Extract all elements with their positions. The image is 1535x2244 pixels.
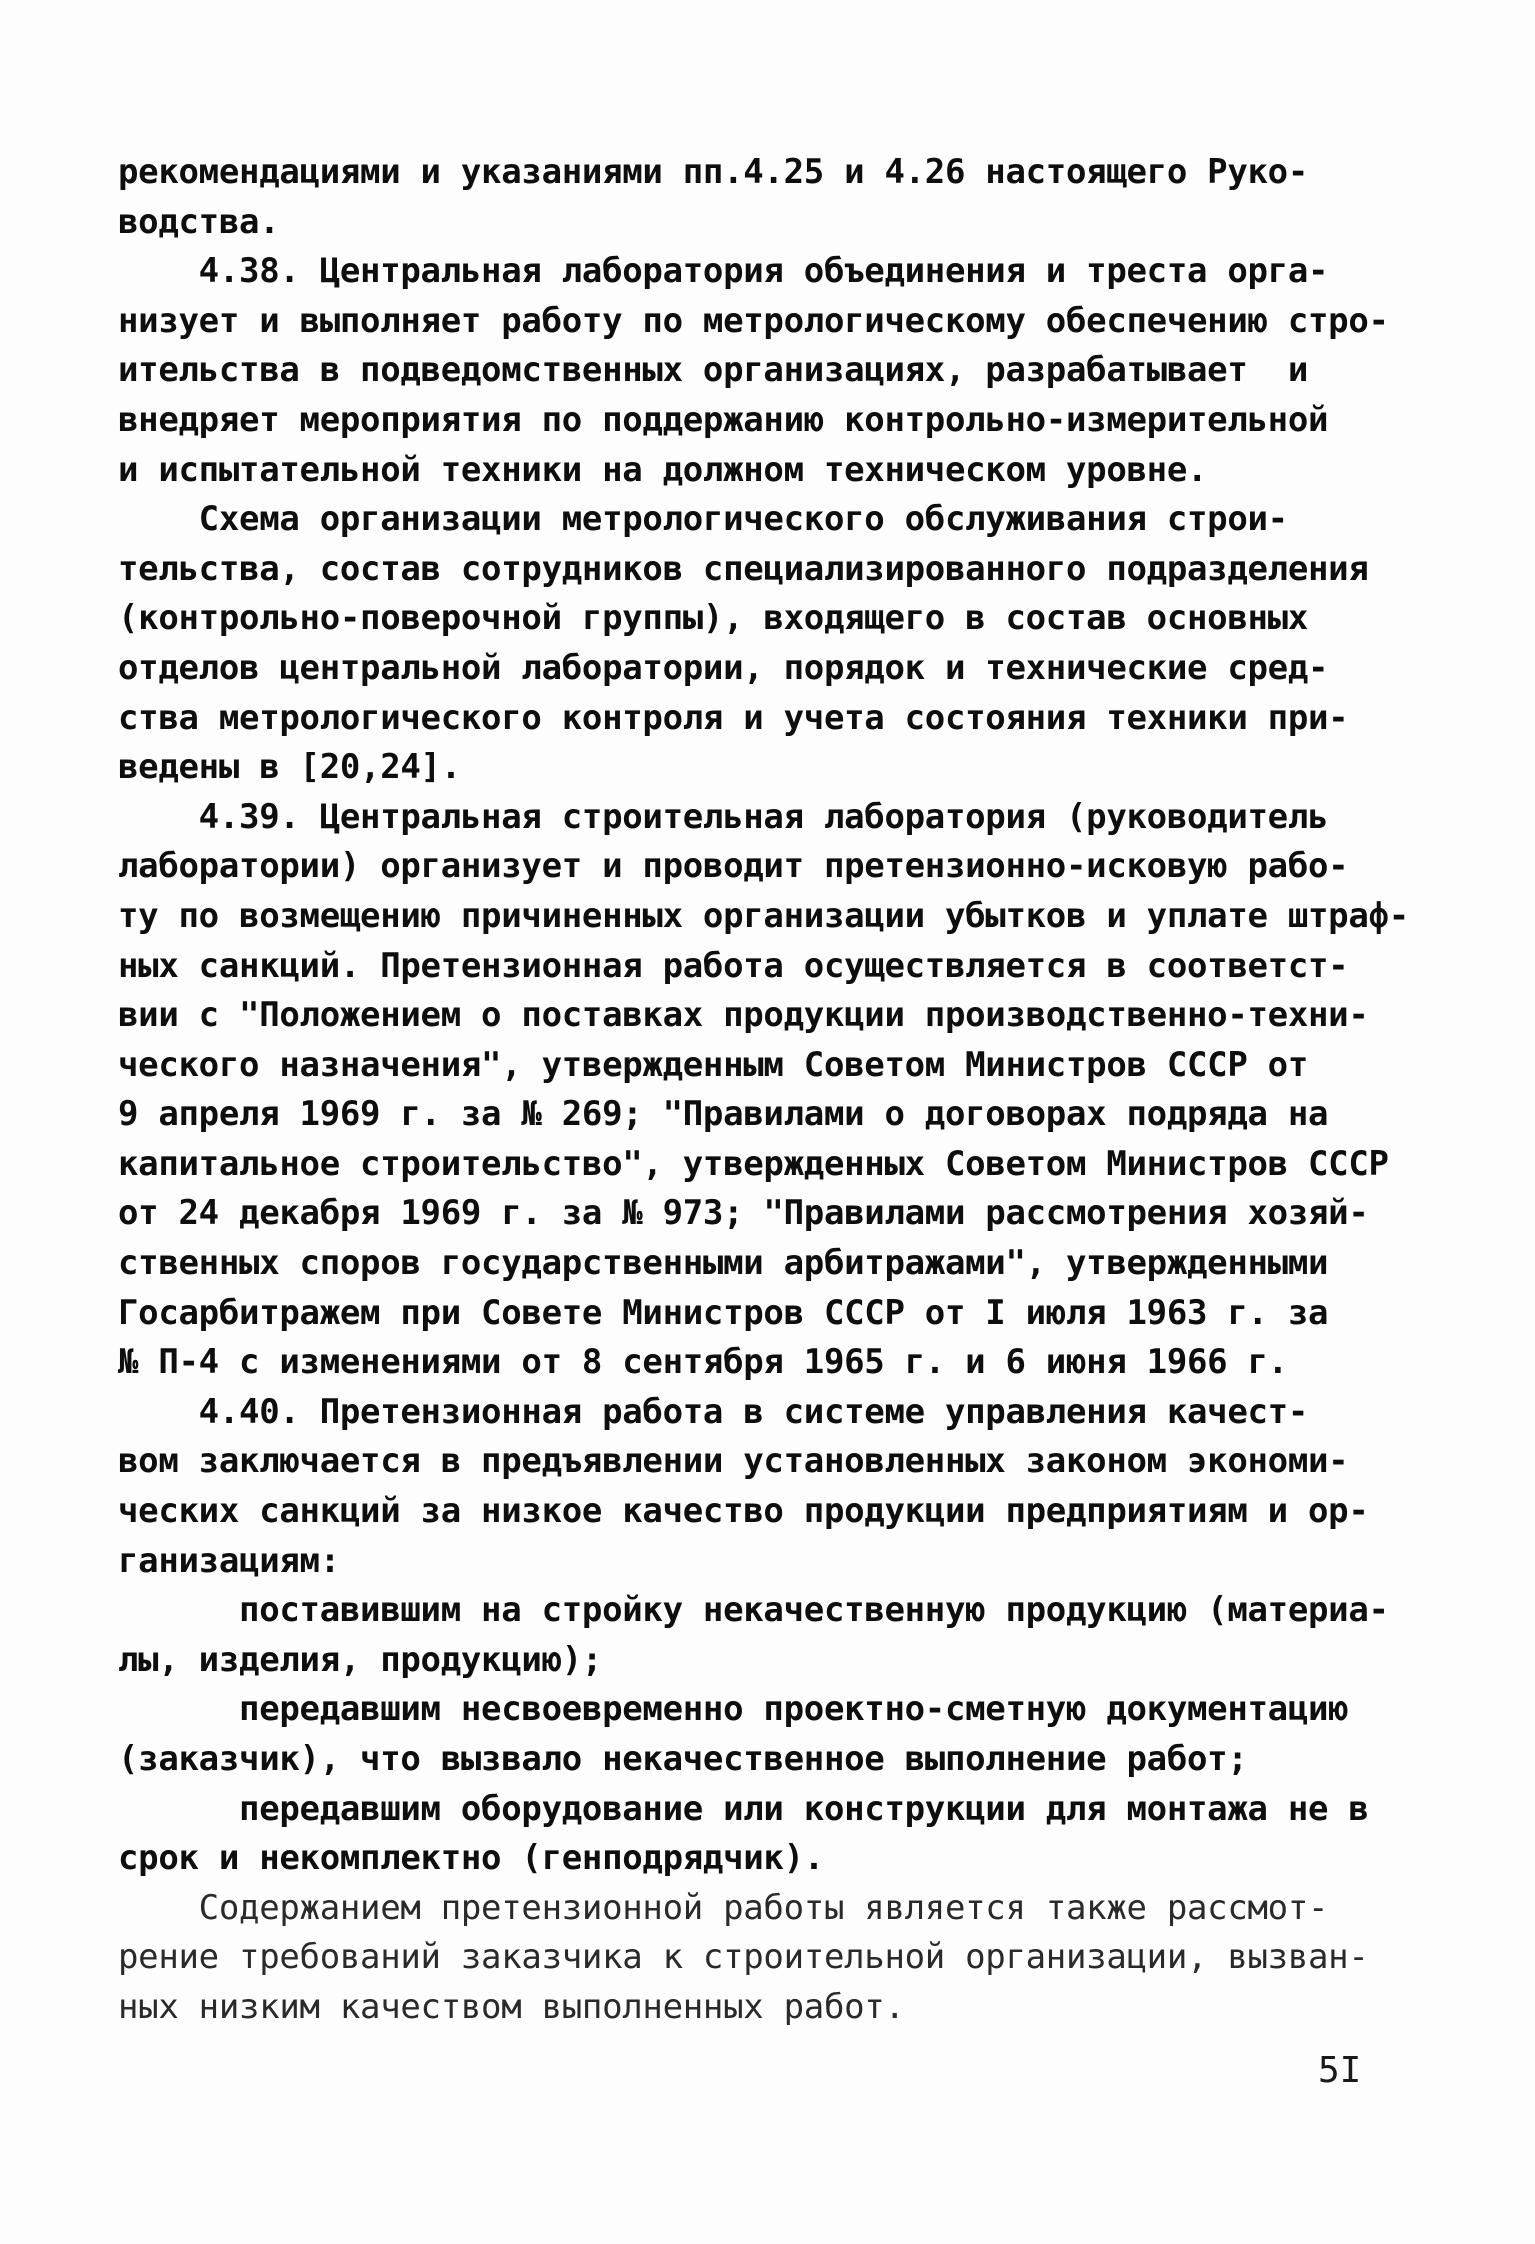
text-line: 4.39. Центральная строительная лаборатория (руководитель <box>118 796 1329 837</box>
text-line: 4.40. Претензионная работа в системе управления качест- <box>118 1391 1309 1432</box>
text-line: рекомендациями и указаниями пп.4.25 и 4.26 настоящего Руко- <box>118 152 1309 192</box>
page-number: 5I <box>1318 2050 1362 2091</box>
text-line: ных низким качеством выполненных работ. <box>118 1986 905 2027</box>
text-line: поставившим на стройку некачественную продукцию (материа- <box>118 1590 1389 1631</box>
text-line: капитальное строительство", утвержденных Советом Министров СССР <box>118 1143 1389 1184</box>
text-line: (заказчик), что вызвало некачественное выполнение работ; <box>118 1739 1248 1779</box>
text-line: ных санкций. Претензионная работа осуществляется в соответст- <box>118 945 1349 986</box>
text-line: передавшим несвоевременно проектно-сметную документацию <box>118 1689 1349 1730</box>
text-line: Схема организации метрологического обслуживания строи- <box>118 499 1288 540</box>
text-line: внедряет мероприятия по поддержанию контрольно-измерительной <box>118 399 1329 440</box>
text-line: от 24 декабря 1969 г. за № 973; "Правилами рассмотрения хозяй- <box>118 1193 1369 1234</box>
text-line: ческих санкций за низкое качество продукции предприятиям и ор- <box>118 1491 1369 1532</box>
text-line: (контрольно-поверочной группы), входящего в состав основных <box>118 598 1309 639</box>
text-line: ведены в [20,24]. <box>118 747 461 788</box>
text-line: Госарбитражем при Совете Министров СССР от I июля 1963 г. за <box>118 1292 1329 1333</box>
text-line: № П-4 с изменениями от 8 сентября 1965 г. и 6 июня 1966 г. <box>118 1342 1288 1383</box>
text-line: вии с "Положением о поставках продукции производственно-техни- <box>118 995 1369 1036</box>
text-line: низует и выполняет работу по метрологическому обеспечению стро- <box>118 300 1389 341</box>
text-line: передавшим оборудование или конструкции для монтажа не в <box>118 1788 1369 1829</box>
text-line: лаборатории) организует и проводит претензионно-исковую рабо- <box>118 846 1349 887</box>
text-line: срок и некомплектно (генподрядчик). <box>118 1838 824 1879</box>
text-line: 9 апреля 1969 г. за № 269; "Правилами о договорах подряда на <box>118 1094 1329 1135</box>
text-line: рение требований заказчика к строительной организации, вызван- <box>118 1937 1369 1978</box>
text-line: лы, изделия, продукцию); <box>118 1639 603 1680</box>
text-line: вом заключается в предъявлении установленных законом экономи- <box>118 1441 1349 1482</box>
text-line: тельства, состав сотрудников специализированного подразделения <box>118 548 1369 589</box>
text-line: водства. <box>118 201 280 242</box>
text-line: ственных споров государственными арбитражами", утвержденными <box>118 1243 1329 1284</box>
text-line: ства метрологического контроля и учета состояния техники при- <box>118 697 1349 738</box>
text-line: Содержанием претензионной работы является также рассмот- <box>118 1887 1329 1928</box>
body-text <box>118 148 1408 2033</box>
text-line: ительства в подведомственных организациях, разрабатывает и <box>118 350 1309 391</box>
text-line: и испытательной техники на должном техническом уровне. <box>118 449 1208 490</box>
text-line: ту по возмещению причиненных организации убытков и уплате штраф- <box>118 895 1409 936</box>
text-line: ческого назначения", утвержденным Советом Министров СССР от <box>118 1044 1309 1085</box>
text-line: 4.38. Центральная лаборатория объединения и треста орга- <box>118 251 1329 292</box>
text-line: отделов центральной лаборатории, порядок и технические сред- <box>118 647 1329 688</box>
text-line: ганизациям: <box>118 1540 340 1581</box>
